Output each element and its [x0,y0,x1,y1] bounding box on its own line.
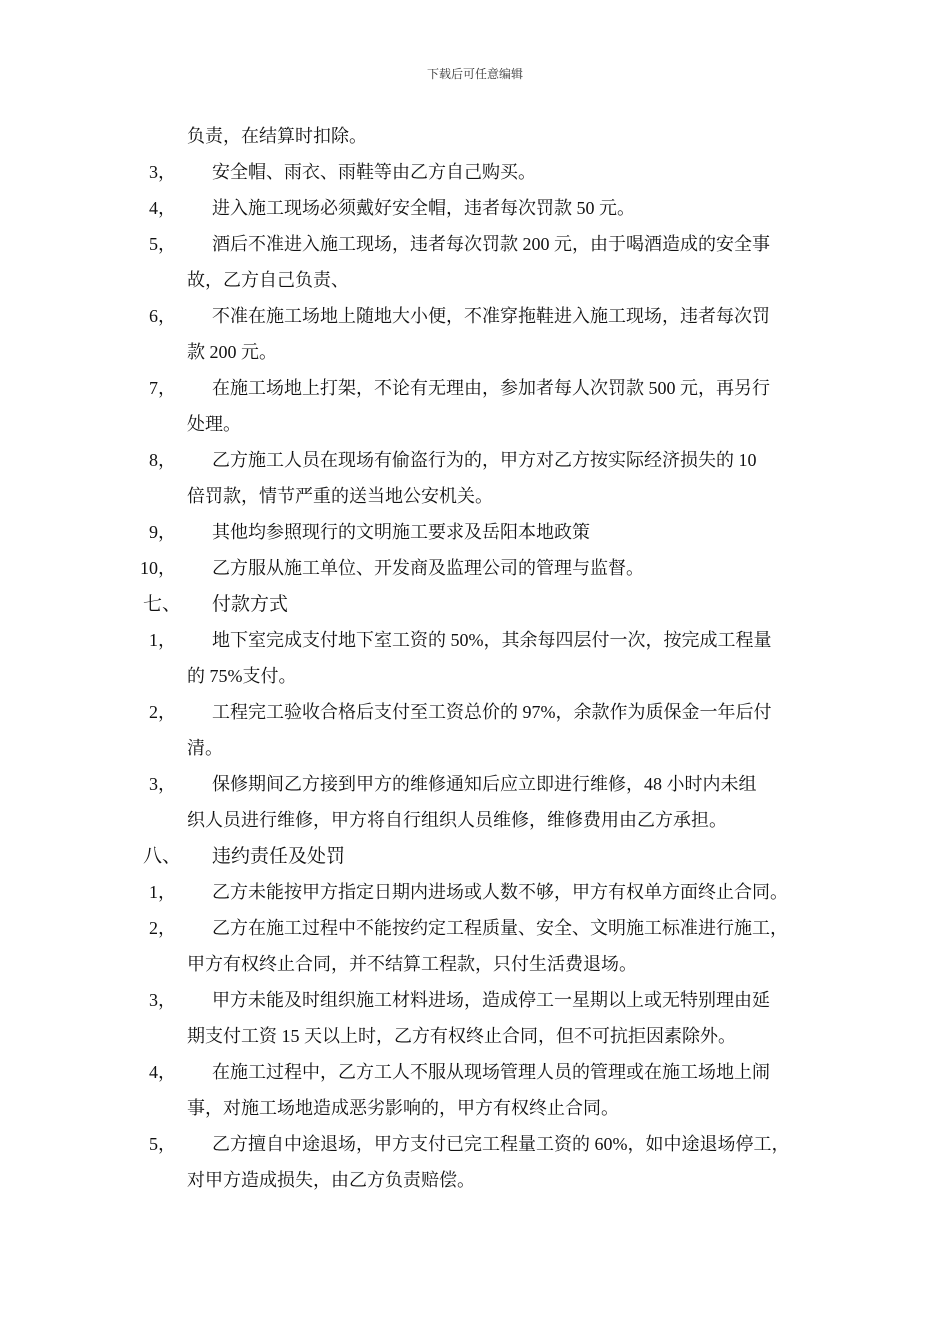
list-item-continuation [0,334,950,370]
item-text: 其他均参照现行的文明施工要求及岳阳本地政策 [212,522,590,542]
item-number: 3， [149,990,176,1010]
item-number: 5， [149,1134,176,1154]
item-text: 对甲方造成损失，由乙方负责赔偿。 [187,1170,475,1190]
item-text: 甲方未能及时组织施工材料进场，造成停工一星期以上或无特别理由延 [212,990,770,1010]
list-item-continuation [0,730,950,766]
list-item [0,514,950,550]
item-text: 乙方擅自中途退场，甲方支付已完工程量工资的 60%，如中途退场停工， [212,1134,790,1154]
list-item-continuation [0,478,950,514]
section-heading [0,586,950,622]
section-number: 七、 [143,593,182,615]
section-title: 违约责任及处罚 [212,845,346,867]
item-text: 事，对施工场地造成恶劣影响的，甲方有权终止合同。 [187,1098,619,1118]
item-number: 4， [149,198,176,218]
list-item [0,622,950,658]
item-text: 进入施工现场必须戴好安全帽，违者每次罚款 50 元。 [212,198,635,218]
item-number: 5， [149,234,176,254]
item-text: 乙方未能按甲方指定日期内进场或人数不够，甲方有权单方面终止合同。 [212,882,788,902]
list-item [0,550,950,586]
item-text: 在施工过程中，乙方工人不服从现场管理人员的管理或在施工场地上闹 [212,1062,770,1082]
item-text: 乙方服从施工单位、开发商及监理公司的管理与监督。 [212,558,644,578]
list-item-continuation [0,262,950,298]
item-number: 9， [149,522,176,542]
document-body [0,118,950,1198]
continuation-line [0,118,950,154]
item-text: 款 200 元。 [187,342,277,362]
item-text: 地下室完成支付地下室工资的 50%，其余每四层付一次，按完成工程量 [212,630,772,650]
item-number: 8， [149,450,176,470]
item-number: 2， [149,918,176,938]
list-item [0,694,950,730]
list-item-continuation [0,1018,950,1054]
list-item [0,766,950,802]
list-item [0,910,950,946]
item-text: 乙方施工人员在现场有偷盗行为的，甲方对乙方按实际经济损失的 10 [212,450,757,470]
item-number: 10， [140,558,176,578]
list-item-continuation [0,406,950,442]
list-item [0,982,950,1018]
item-text: 期支付工资 15 天以上时，乙方有权终止合同，但不可抗拒因素除外。 [187,1026,736,1046]
item-number: 2， [149,702,176,722]
list-item [0,154,950,190]
item-text: 在施工场地上打架，不论有无理由，参加者每人次罚款 500 元，再另行 [212,378,770,398]
item-text: 安全帽、雨衣、雨鞋等由乙方自己购买。 [212,162,536,182]
item-text: 甲方有权终止合同，并不结算工程款，只付生活费退场。 [187,954,637,974]
item-text: 处理。 [187,414,241,434]
item-text: 乙方在施工过程中不能按约定工程质量、安全、文明施工标准进行施工， [212,918,788,938]
list-item-continuation [0,1162,950,1198]
item-number: 3， [149,774,176,794]
list-item [0,1054,950,1090]
item-text: 清。 [187,738,223,758]
section-title: 付款方式 [212,593,289,615]
item-number: 1， [149,630,176,650]
list-item [0,370,950,406]
item-number: 1， [149,882,176,902]
list-item [0,874,950,910]
item-text: 倍罚款，情节严重的送当地公安机关。 [187,486,493,506]
section-heading [0,838,950,874]
list-item-continuation [0,946,950,982]
line-text: 负责，在结算时扣除。 [187,126,367,146]
item-text: 工程完工验收合格后支付至工资总价的 97%，余款作为质保金一年后付 [212,702,772,722]
item-text: 的 75%支付。 [187,666,297,686]
section-number: 八、 [143,845,182,867]
list-item-continuation [0,658,950,694]
item-number: 3， [149,162,176,182]
list-item-continuation [0,1090,950,1126]
list-item [0,226,950,262]
list-item [0,190,950,226]
item-text: 故，乙方自己负责、 [187,270,349,290]
list-item-continuation [0,802,950,838]
item-text: 保修期间乙方接到甲方的维修通知后应立即进行维修，48 小时内未组 [212,774,757,794]
item-text: 酒后不准进入施工现场，违者每次罚款 200 元，由于喝酒造成的安全事 [212,234,770,254]
item-number: 4， [149,1062,176,1082]
item-number: 6， [149,306,176,326]
item-text: 不准在施工场地上随地大小便，不准穿拖鞋进入施工现场，违者每次罚 [212,306,770,326]
list-item [0,298,950,334]
item-text: 织人员进行维修，甲方将自行组织人员维修，维修费用由乙方承担。 [187,810,727,830]
page-header: 下载后可任意编辑 [426,67,523,81]
item-number: 7， [149,378,176,398]
list-item [0,1126,950,1162]
list-item [0,442,950,478]
